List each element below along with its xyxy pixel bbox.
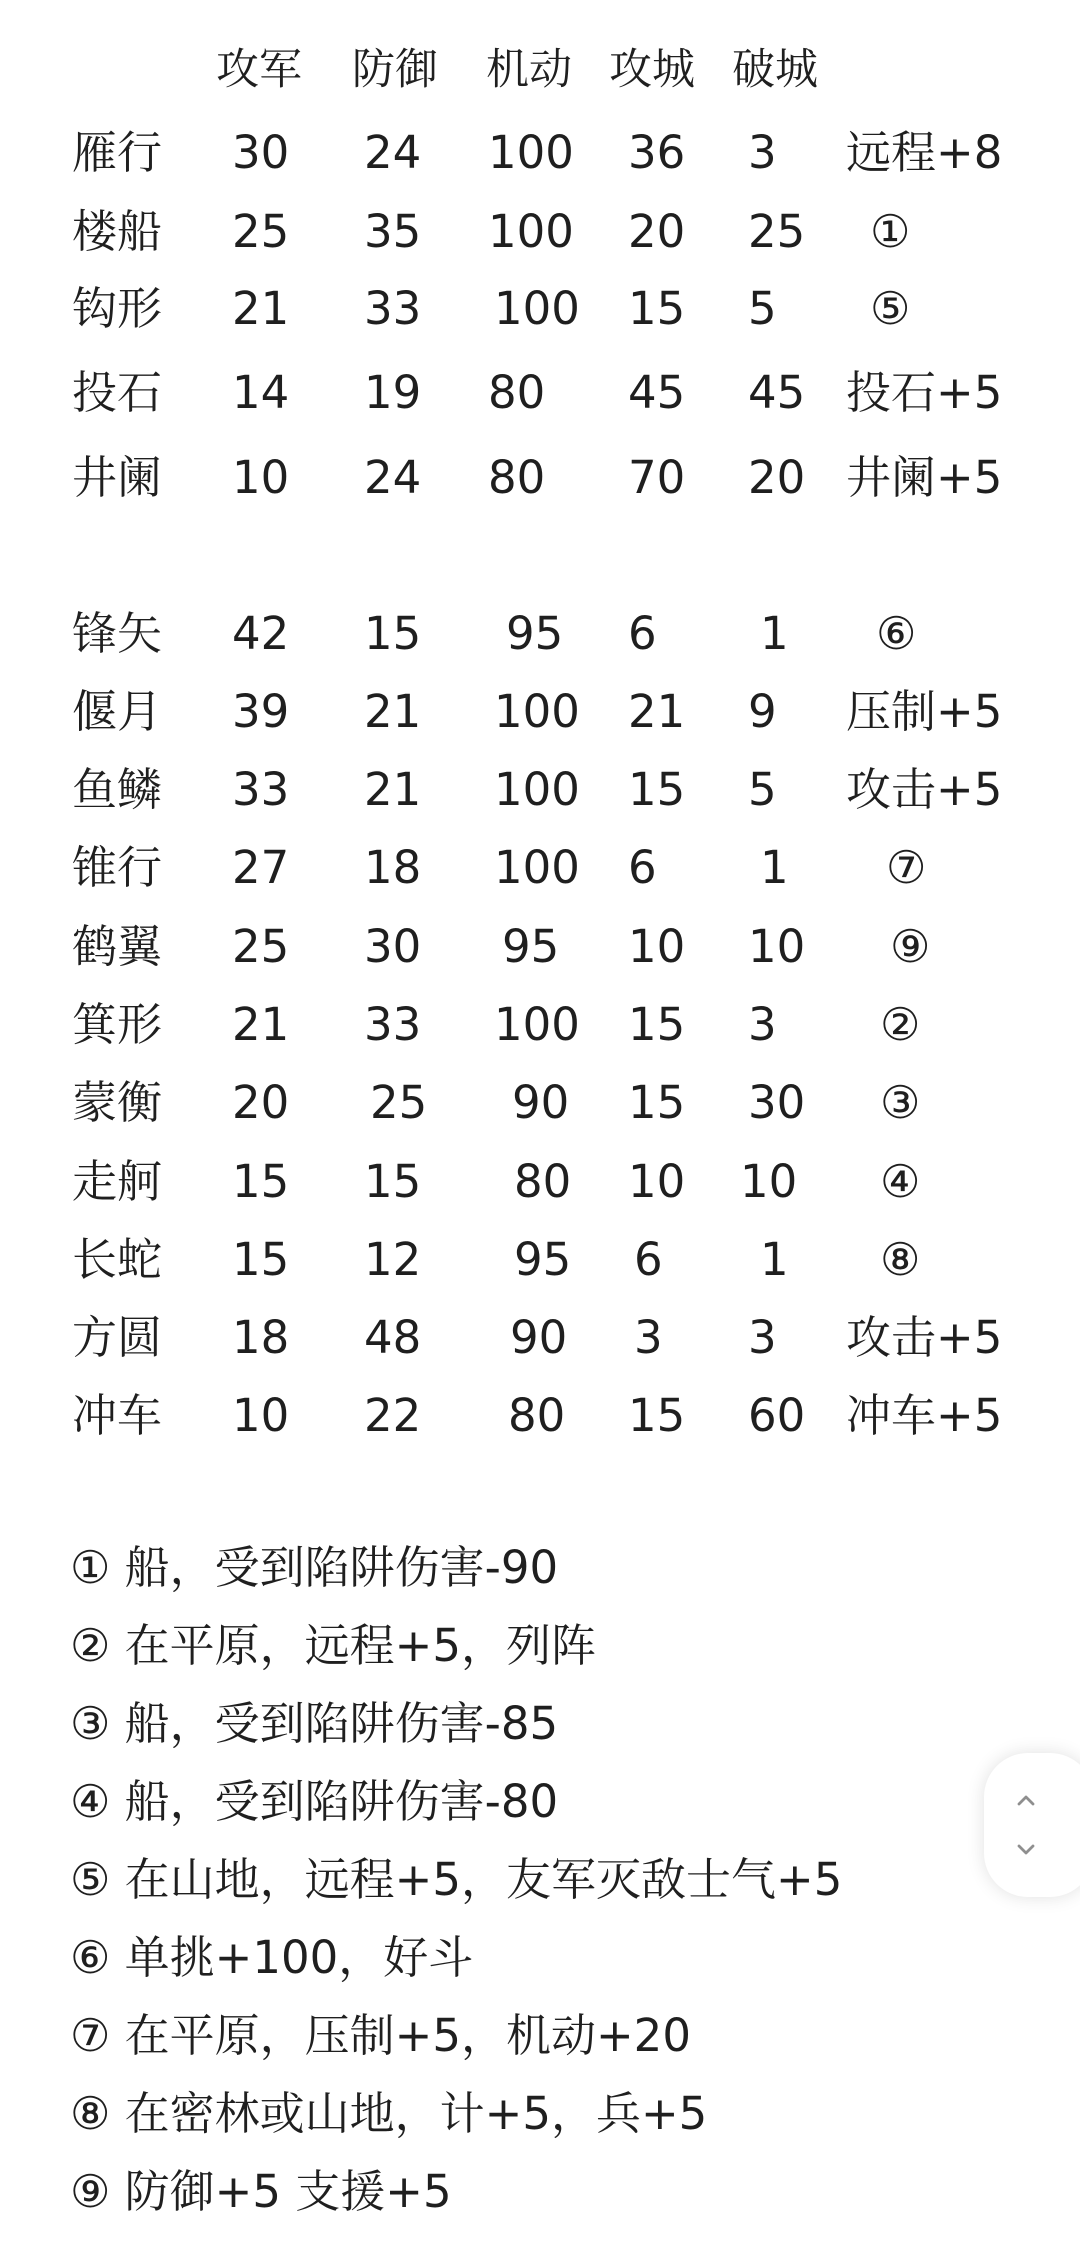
defense-value: 19	[364, 366, 422, 419]
formation-name: 井阑	[72, 451, 163, 504]
breach-value: 25	[748, 205, 806, 258]
breach-value: 20	[748, 451, 806, 504]
table-row	[0, 1230, 1080, 1290]
breach-value: 5	[748, 282, 777, 335]
formation-name: 钩形	[72, 282, 163, 335]
extra-effect: ⑧	[880, 1233, 921, 1286]
breach-value: 1	[760, 1233, 789, 1286]
siege-value: 20	[628, 205, 686, 258]
defense-value: 21	[364, 763, 422, 816]
formation-name: 锋矢	[72, 607, 163, 660]
defense-value: 22	[364, 1389, 422, 1442]
siege-value: 15	[628, 763, 686, 816]
formation-name: 锥行	[72, 841, 163, 894]
siege-value: 3	[634, 1311, 663, 1364]
siege-value: 6	[634, 1233, 663, 1286]
formation-name: 箕形	[72, 998, 163, 1051]
defense-value: 12	[364, 1233, 422, 1286]
formation-name: 方圆	[72, 1311, 163, 1364]
table-row	[0, 917, 1080, 977]
attack-value: 21	[232, 998, 290, 1051]
siege-value: 6	[628, 607, 657, 660]
formation-name: 鹤翼	[72, 920, 163, 973]
extra-effect: ⑤	[870, 282, 911, 335]
mobility-value: 80	[514, 1155, 572, 1208]
footnote: ⑤ 在山地，远程+5，友军灭敌士气+5	[70, 1853, 843, 1906]
formation-name: 鱼鳞	[72, 763, 163, 816]
table-row	[0, 682, 1080, 742]
defense-value: 35	[364, 205, 422, 258]
breach-value: 5	[748, 763, 777, 816]
footnote: ⑧ 在密林或山地，计+5，兵+5	[70, 2087, 708, 2140]
formation-name: 投石	[72, 366, 163, 419]
extra-effect: ③	[880, 1076, 921, 1129]
table-row	[0, 448, 1080, 508]
siege-value: 36	[628, 126, 686, 179]
extra-effect: 井阑+5	[846, 451, 1003, 504]
siege-value: 10	[628, 1155, 686, 1208]
mobility-value: 95	[514, 1233, 572, 1286]
attack-value: 20	[232, 1076, 290, 1129]
mobility-value: 100	[494, 282, 580, 335]
extra-effect: ①	[870, 205, 911, 258]
footnote: ⑦ 在平原，压制+5，机动+20	[70, 2009, 691, 2062]
breach-value: 1	[760, 841, 789, 894]
table-row	[0, 1073, 1080, 1133]
table-row	[0, 363, 1080, 423]
mobility-value: 100	[494, 841, 580, 894]
footnote: ② 在平原，远程+5，列阵	[70, 1619, 596, 1672]
chevron-down-icon[interactable]	[1014, 1837, 1038, 1861]
breach-value: 45	[748, 366, 806, 419]
mobility-value: 90	[512, 1076, 570, 1129]
attack-value: 10	[232, 1389, 290, 1442]
table-header	[0, 40, 1080, 100]
breach-value: 30	[748, 1076, 806, 1129]
footnote: ⑥ 单挑+100，好斗	[70, 1931, 474, 1984]
siege-value: 70	[628, 451, 686, 504]
defense-value: 33	[364, 998, 422, 1051]
attack-value: 33	[232, 763, 290, 816]
header-breach: 破城	[732, 45, 818, 95]
formation-name: 蒙衡	[72, 1076, 163, 1129]
siege-value: 15	[628, 998, 686, 1051]
attack-value: 42	[232, 607, 290, 660]
scroll-control[interactable]	[984, 1753, 1080, 1897]
defense-value: 48	[364, 1311, 422, 1364]
table-row	[0, 995, 1080, 1055]
extra-effect: 冲车+5	[846, 1389, 1003, 1442]
extra-effect: ②	[880, 998, 921, 1051]
defense-value: 15	[364, 607, 422, 660]
formation-name: 雁行	[72, 126, 163, 179]
defense-value: 21	[364, 685, 422, 738]
mobility-value: 100	[488, 126, 574, 179]
defense-value: 18	[364, 841, 422, 894]
mobility-value: 80	[508, 1389, 566, 1442]
extra-effect: ⑥	[876, 607, 917, 660]
breach-value: 60	[748, 1389, 806, 1442]
defense-value: 24	[364, 451, 422, 504]
table-row	[0, 1386, 1080, 1446]
footnote: ④ 船，受到陷阱伤害-80	[70, 1775, 559, 1828]
breach-value: 3	[748, 1311, 777, 1364]
attack-value: 27	[232, 841, 290, 894]
header-attack: 攻军	[216, 45, 302, 95]
formation-name: 楼船	[72, 205, 163, 258]
extra-effect: 攻击+5	[846, 1311, 1003, 1364]
defense-value: 15	[364, 1155, 422, 1208]
breach-value: 9	[748, 685, 777, 738]
mobility-value: 100	[494, 998, 580, 1051]
breach-value: 10	[748, 920, 806, 973]
extra-effect: 压制+5	[846, 685, 1003, 738]
attack-value: 18	[232, 1311, 290, 1364]
table-row	[0, 838, 1080, 898]
breach-value: 10	[740, 1155, 798, 1208]
attack-value: 14	[232, 366, 290, 419]
siege-value: 21	[628, 685, 686, 738]
table-row	[0, 202, 1080, 262]
siege-value: 45	[628, 366, 686, 419]
header-mobility: 机动	[486, 45, 572, 95]
extra-effect: 远程+8	[846, 126, 1003, 179]
defense-value: 24	[364, 126, 422, 179]
siege-value: 15	[628, 282, 686, 335]
mobility-value: 95	[502, 920, 560, 973]
header-siege: 攻城	[609, 45, 695, 95]
mobility-value: 100	[488, 205, 574, 258]
attack-value: 15	[232, 1233, 290, 1286]
breach-value: 3	[748, 126, 777, 179]
mobility-value: 100	[494, 763, 580, 816]
extra-effect: 投石+5	[846, 366, 1003, 419]
defense-value: 30	[364, 920, 422, 973]
siege-value: 15	[628, 1389, 686, 1442]
extra-effect: ⑦	[886, 841, 927, 894]
header-defense: 防御	[352, 45, 438, 95]
mobility-value: 100	[494, 685, 580, 738]
attack-value: 39	[232, 685, 290, 738]
siege-value: 15	[628, 1076, 686, 1129]
table-row	[0, 604, 1080, 664]
mobility-value: 90	[510, 1311, 568, 1364]
defense-value: 25	[370, 1076, 428, 1129]
breach-value: 3	[748, 998, 777, 1051]
formation-name: 偃月	[72, 685, 163, 738]
attack-value: 25	[232, 205, 290, 258]
table-row	[0, 1152, 1080, 1212]
formation-name: 冲车	[72, 1389, 163, 1442]
table-row	[0, 1308, 1080, 1368]
footnote: ① 船，受到陷阱伤害-90	[70, 1541, 559, 1594]
siege-value: 6	[628, 841, 657, 894]
footnote: ③ 船，受到陷阱伤害-85	[70, 1697, 559, 1750]
attack-value: 15	[232, 1155, 290, 1208]
table-row	[0, 279, 1080, 339]
mobility-value: 80	[488, 366, 546, 419]
attack-value: 30	[232, 126, 290, 179]
breach-value: 1	[760, 607, 789, 660]
attack-value: 10	[232, 451, 290, 504]
formation-name: 长蛇	[72, 1233, 163, 1286]
mobility-value: 95	[506, 607, 564, 660]
extra-effect: ④	[880, 1155, 921, 1208]
table-row	[0, 760, 1080, 820]
mobility-value: 80	[488, 451, 546, 504]
siege-value: 10	[628, 920, 686, 973]
attack-value: 21	[232, 282, 290, 335]
formation-name: 走舸	[72, 1155, 163, 1208]
attack-value: 25	[232, 920, 290, 973]
chevron-up-icon[interactable]	[1014, 1789, 1038, 1813]
defense-value: 33	[364, 282, 422, 335]
extra-effect: 攻击+5	[846, 763, 1003, 816]
footnote: ⑨ 防御+5 支援+5	[70, 2165, 452, 2218]
extra-effect: ⑨	[890, 920, 931, 973]
table-row	[0, 123, 1080, 183]
